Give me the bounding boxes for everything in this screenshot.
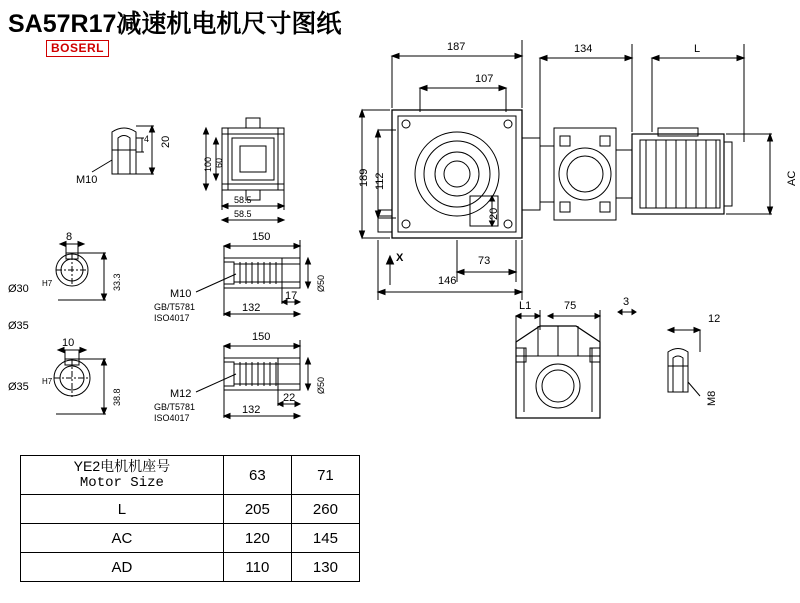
shaft-upper-std2-label: ISO4017 xyxy=(154,313,190,323)
shaft-lower-bolt-label: M12 xyxy=(170,388,192,400)
dim-33-3-label: 33.3 xyxy=(112,273,122,291)
dim-187-label: 187 xyxy=(447,41,466,53)
dim-112-label: 112 xyxy=(374,172,386,190)
shaft-upper-17-label: 17 xyxy=(285,290,298,302)
table-cell-ad-63: 110 xyxy=(223,553,291,582)
table-header-value-71: 71 xyxy=(291,456,359,495)
table-cell-l-71: 260 xyxy=(291,495,359,524)
dim-60-label: 60 xyxy=(214,157,224,168)
dim-38-8-label: 38.8 xyxy=(112,388,122,406)
dim-107-label: 107 xyxy=(475,73,494,85)
dim-58-5-a-label: 58.5 xyxy=(234,195,252,205)
dim-8-label: 8 xyxy=(66,231,73,243)
page-title: SA57R17减速机电机尺寸图纸 xyxy=(8,10,342,38)
dim-75-label: 75 xyxy=(564,300,577,312)
dim-20-label: 20 xyxy=(488,207,500,220)
table-row xyxy=(21,524,360,553)
table-cell-l-63: 205 xyxy=(223,495,291,524)
shaft-lower-dia50-label: Ø50 xyxy=(316,376,326,394)
m10-left-label: M10 xyxy=(76,174,98,186)
section-mark-x: X xyxy=(396,252,404,264)
dim-12-label: 12 xyxy=(708,313,721,325)
shaft-lower-22-label: 22 xyxy=(283,392,296,404)
table-row-label-ac: AC xyxy=(21,524,224,553)
table-row-label-ad: AD xyxy=(21,553,224,582)
table-row xyxy=(21,495,360,524)
brand-logo: BOSERL xyxy=(46,40,109,57)
shaft-upper-150-label: 150 xyxy=(252,231,271,243)
table-header-label xyxy=(21,456,224,495)
table-row-header xyxy=(21,456,360,495)
table-cell-ac-63: 120 xyxy=(223,524,291,553)
dim-L-label: L xyxy=(694,43,701,55)
dim-20-key-label: 20 xyxy=(160,135,172,148)
dim-189-label: 189 xyxy=(358,168,370,187)
dia-35-label: Ø35 xyxy=(8,381,29,393)
dim-L1-label: L1 xyxy=(519,300,532,312)
table-row xyxy=(21,553,360,582)
shaft-upper-std1-label: GB/T5781 xyxy=(154,302,196,312)
dim-100-label: 100 xyxy=(203,156,213,172)
m8-label: M8 xyxy=(706,390,718,406)
shaft-lower-150-label: 150 xyxy=(252,331,271,343)
dia-30-tolerance: H7 xyxy=(42,279,53,288)
table-header-label-en: Motor Size xyxy=(79,475,164,491)
motor-size-table xyxy=(20,455,360,582)
dim-146-label: 146 xyxy=(438,275,457,287)
dia-35-tolerance: H7 xyxy=(42,377,53,386)
table-header-label-cn: YE2电机机座号 xyxy=(73,458,171,474)
dim-3-label: 3 xyxy=(623,296,630,308)
shaft-upper-bolt-label: M10 xyxy=(170,288,192,300)
dim-134-label: 134 xyxy=(574,43,593,55)
shaft-lower-std2-label: ISO4017 xyxy=(154,413,190,423)
dim-58-5-b-label: 58.5 xyxy=(234,209,252,219)
shaft-lower-std1-label: GB/T5781 xyxy=(154,402,196,412)
table-cell-ad-71: 130 xyxy=(291,553,359,582)
dim-AC-label: AC xyxy=(786,170,798,186)
dim-4-key-label: 4 xyxy=(144,134,150,144)
dim-73-label: 73 xyxy=(478,255,491,267)
shaft-upper-dia50-label: Ø50 xyxy=(316,274,326,292)
shaft-upper-132-label: 132 xyxy=(242,302,261,314)
table-row-label-l: L xyxy=(21,495,224,524)
dim-10-label: 10 xyxy=(62,337,75,349)
table-header-value-63: 63 xyxy=(223,456,291,495)
dia-35-plain-label: Ø35 xyxy=(8,320,29,332)
shaft-lower-132-label: 132 xyxy=(242,404,261,416)
table-cell-ac-71: 145 xyxy=(291,524,359,553)
dia-30-label: Ø30 xyxy=(8,283,29,295)
